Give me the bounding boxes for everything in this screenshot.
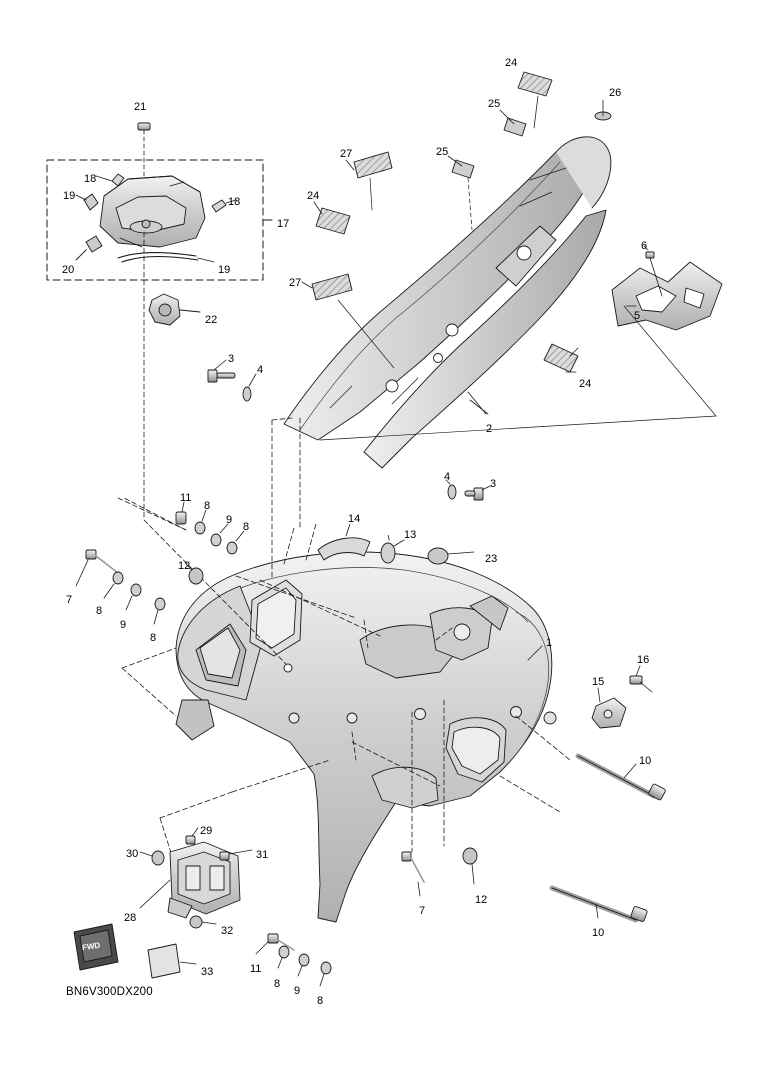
callout-11b: 11 <box>250 963 262 975</box>
callout-24c: 24 <box>579 378 592 390</box>
callout-18b: 18 <box>228 196 241 208</box>
part-18-clip-a <box>96 174 124 186</box>
callout-23: 23 <box>485 553 498 565</box>
diagram-part-code: BN6V300DX200 <box>66 986 153 998</box>
callout-8c: 8 <box>96 605 103 617</box>
callout-32: 32 <box>221 925 234 937</box>
part-8-washer-d <box>154 598 165 624</box>
callout-9b: 9 <box>120 619 127 631</box>
callout-19a: 19 <box>63 190 76 202</box>
callout-1: 1 <box>546 637 553 649</box>
callout-8e: 8 <box>274 978 281 990</box>
callout-27a: 27 <box>340 148 353 160</box>
part-24-plate-a <box>518 72 552 128</box>
part-17-bracket <box>100 176 205 247</box>
part-26-cap <box>595 100 611 120</box>
callout-2: 2 <box>486 423 493 435</box>
part-12-collar-b <box>463 848 477 884</box>
part-9-washer-c <box>298 954 309 976</box>
part-8-washer-f <box>320 962 331 986</box>
part-22-mount <box>149 294 200 325</box>
callout-19b: 19 <box>218 264 231 276</box>
part-9-washer-a <box>211 524 228 546</box>
callout-12a: 12 <box>178 560 191 572</box>
part-16-bolt <box>630 666 652 692</box>
part-25-collar-b <box>448 156 474 230</box>
callout-8d: 8 <box>150 632 157 644</box>
part-15-bracket <box>592 688 626 728</box>
callout-9c: 9 <box>294 985 301 997</box>
part-29-bolt <box>186 828 198 844</box>
part-7-bolt-b <box>402 852 424 896</box>
callout-9a: 9 <box>226 514 233 526</box>
part-24-plate-c <box>544 344 578 372</box>
callout-31: 31 <box>256 849 269 861</box>
callout-18a: 18 <box>84 173 97 185</box>
callout-17: 17 <box>277 218 290 230</box>
callout-5: 5 <box>634 310 641 322</box>
callout-3b: 3 <box>490 478 497 490</box>
callout-8f: 8 <box>317 995 324 1007</box>
callout-33: 33 <box>201 966 214 978</box>
callout-6: 6 <box>641 240 648 252</box>
part-8-washer-c <box>104 572 123 598</box>
callout-7b: 7 <box>419 905 426 917</box>
part-33-fwd-decal <box>74 924 196 978</box>
callout-11a: 11 <box>180 492 192 504</box>
part-19-hose-b <box>118 253 214 263</box>
part-23-cap <box>428 548 474 564</box>
callout-15: 15 <box>592 676 605 688</box>
callout-8a: 8 <box>204 500 211 512</box>
part-30-nut <box>140 851 164 865</box>
callout-27b: 27 <box>289 277 302 289</box>
callout-3a: 3 <box>228 353 235 365</box>
part-10-long-bolt-b <box>552 888 648 922</box>
callout-29: 29 <box>200 825 213 837</box>
callout-16: 16 <box>637 654 650 666</box>
callout-12b: 12 <box>475 894 488 906</box>
callout-24a: 24 <box>505 57 518 69</box>
callout-13: 13 <box>404 529 417 541</box>
callout-20: 20 <box>62 264 75 276</box>
callout-25a: 25 <box>488 98 501 110</box>
callout-28: 28 <box>124 912 137 924</box>
callout-7a: 7 <box>66 594 73 606</box>
part-5-bracket <box>612 262 722 330</box>
callout-10a: 10 <box>639 755 652 767</box>
part-19-grommet-a <box>76 194 98 210</box>
part-25-collar-a <box>500 110 526 136</box>
part-8-washer-e <box>278 946 289 968</box>
part-20-clamp <box>76 236 102 260</box>
part-2-rear-frame <box>284 137 611 468</box>
part-3-bolt-b <box>465 486 490 500</box>
callout-10b: 10 <box>592 927 605 939</box>
part-9-washer-b <box>126 584 141 610</box>
callout-14: 14 <box>348 513 361 525</box>
callout-24b: 24 <box>307 190 320 202</box>
part-11-bolt-a <box>176 502 186 524</box>
callout-22: 22 <box>205 314 218 326</box>
fwd-decal-text: FWD <box>81 940 101 953</box>
part-10-long-bolt-a <box>578 756 666 801</box>
callout-4b: 4 <box>444 471 451 483</box>
callout-30: 30 <box>126 848 139 860</box>
part-32-bolt <box>190 916 216 928</box>
callout-21: 21 <box>134 101 147 113</box>
part-8-washer-a <box>195 510 206 534</box>
callout-4a: 4 <box>257 364 264 376</box>
part-4-washer-a <box>243 374 256 401</box>
callout-25b: 25 <box>436 146 449 158</box>
callout-8b: 8 <box>243 521 250 533</box>
part-24-plate-b <box>314 202 350 234</box>
callout-26: 26 <box>609 87 622 99</box>
part-27-plate-a <box>346 152 392 210</box>
part-8-washer-b <box>227 531 244 554</box>
